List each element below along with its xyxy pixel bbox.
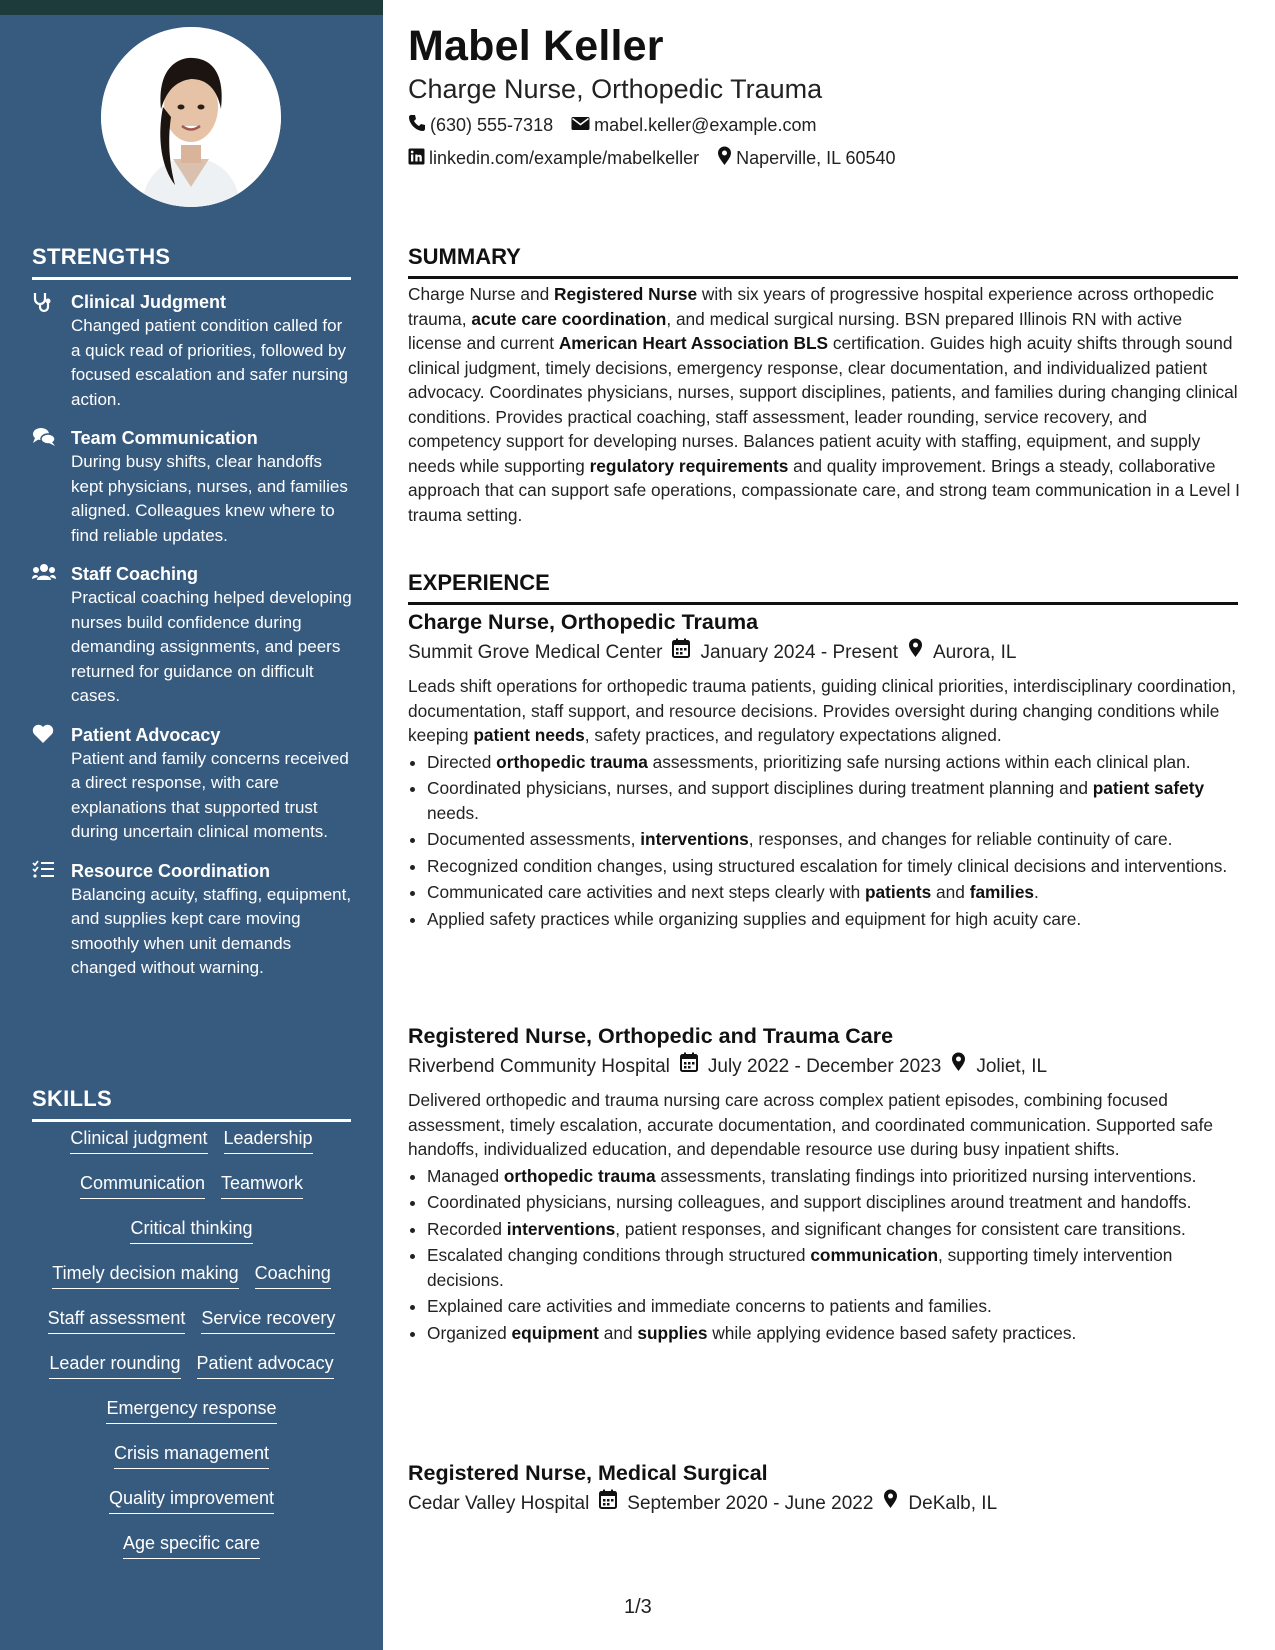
- strength-title: Staff Coaching: [71, 564, 199, 584]
- strength-title: Resource Coordination: [71, 860, 271, 881]
- skills-list: [32, 1126, 351, 1576]
- job-meta: [408, 638, 1240, 668]
- list-item: • Recorded interventions, patient responses, and significant changes for consistent care transitions.: [427, 1217, 1240, 1242]
- list-item: • Directed orthopedic trauma assessments, prioritizing safe nursing actions within each clinical plan.: [427, 750, 1240, 775]
- candidate-role: Charge Nurse, Orthopedic Trauma: [408, 74, 823, 104]
- sidebar-top-bar: [0, 0, 383, 15]
- strength-title: Clinical Judgment: [71, 292, 227, 312]
- skill-row: [32, 1261, 351, 1306]
- email-link[interactable]: mabel.keller@example.com: [594, 115, 817, 135]
- list-item: • Managed orthopedic trauma assessments, translating findings into prioritized nursing interventions.: [427, 1164, 1240, 1189]
- job-title: Registered Nurse, Medical Surgical: [408, 1461, 768, 1485]
- job-bullets: [408, 1164, 1240, 1346]
- list-item: • Coordinated physicians, nursing colleagues, and support disciplines around treatment and handoffs.: [427, 1190, 1240, 1215]
- contact-phone: [408, 114, 553, 137]
- skill-tag: Crisis management: [114, 1441, 269, 1469]
- skill-tag: Coaching: [255, 1261, 331, 1289]
- candidate-name: Mabel Keller: [408, 22, 664, 70]
- strength-title: Team Communication: [71, 428, 258, 448]
- job-dates: July 2022 - December 2023: [707, 1056, 942, 1077]
- strength-description: During busy shifts, clear handoffs kept physicians, nurses, and families aligned. Colleagues knew where to find reliable updates.: [71, 452, 348, 545]
- skill-tag: Emergency response: [106, 1396, 276, 1424]
- strength-title: Patient Advocacy: [71, 724, 221, 745]
- list-item: • Explained care activities and immediate concerns to patients and families.: [427, 1294, 1240, 1319]
- skill-row: [32, 1216, 351, 1261]
- strength-item: [32, 426, 352, 548]
- list-item: • Coordinated physicians, nurses, and support disciplines during treatment planning and patient safety needs.: [427, 776, 1240, 825]
- job-organization: Summit Grove Medical Center: [408, 642, 663, 663]
- skill-row: [32, 1171, 351, 1216]
- job-entry: [408, 1022, 1240, 1347]
- skill-tag: Communication: [80, 1171, 205, 1199]
- job-bullets: [408, 750, 1240, 932]
- skill-tag: Quality improvement: [109, 1486, 274, 1514]
- calendar-icon: [680, 1052, 698, 1082]
- heart-icon: [32, 724, 56, 746]
- strengths-heading: STRENGTHS: [32, 244, 351, 280]
- contact-email[interactable]: [571, 114, 816, 137]
- list-item: • Organized equipment and supplies while applying evidence based safety practices.: [427, 1321, 1240, 1346]
- strength-item: [32, 859, 352, 981]
- list-item: • Escalated changing conditions through structured communication, supporting timely intervention decisions.: [427, 1243, 1240, 1292]
- skill-row: [32, 1351, 351, 1396]
- skill-row: [32, 1396, 351, 1441]
- stethoscope-icon: [32, 291, 56, 313]
- job-entry: [408, 1459, 1240, 1519]
- contact-location: [717, 146, 895, 171]
- linkedin-icon: [408, 148, 425, 170]
- job-location: Aurora, IL: [932, 642, 1017, 663]
- list-item: • Applied safety practices while organizing supplies and equipment for high acuity care.: [427, 907, 1240, 932]
- summary-heading: SUMMARY: [408, 244, 1238, 279]
- job-meta: [408, 1489, 1240, 1519]
- chat-bubbles-icon: [32, 427, 56, 449]
- job-description: Leads shift operations for orthopedic trauma patients, guiding clinical priorities, interdisciplinary coordination, documentation, staff support, and resource decisions. Provides oversight during changing conditions while keeping patient needs, safety practices, and regulatory expectations aligned.: [408, 676, 1237, 745]
- strength-item: [32, 290, 352, 412]
- calendar-icon: [599, 1489, 617, 1519]
- job-organization: Cedar Valley Hospital: [408, 1493, 590, 1514]
- skill-row: [32, 1531, 351, 1576]
- skill-row: [32, 1126, 351, 1171]
- skill-tag: Service recovery: [201, 1306, 335, 1334]
- experience-heading: EXPERIENCE: [408, 570, 1238, 605]
- job-dates: September 2020 - June 2022: [627, 1493, 874, 1514]
- sidebar: [0, 0, 383, 1650]
- skill-tag: Patient advocacy: [197, 1351, 334, 1379]
- skill-tag: Teamwork: [221, 1171, 303, 1199]
- strength-item: [32, 562, 352, 709]
- location-text: Naperville, IL 60540: [736, 148, 896, 168]
- skill-row: [32, 1441, 351, 1486]
- contact-linkedin[interactable]: [408, 146, 699, 171]
- strength-description: Practical coaching helped developing nurses build confidence during demanding assignments, and peers returned for guidance on difficult cases.: [71, 588, 352, 705]
- avatar: [101, 27, 281, 207]
- map-pin-icon: [951, 1052, 966, 1082]
- strength-description: Changed patient condition called for a quick read of priorities, followed by focused escalation and safer nursing action.: [71, 316, 348, 409]
- skill-row: [32, 1306, 351, 1351]
- group-icon: [32, 563, 56, 585]
- map-pin-icon: [908, 638, 923, 668]
- skill-tag: Timely decision making: [52, 1261, 238, 1289]
- summary-text: Charge Nurse and Registered Nurse with six years of progressive hospital experience across orthopedic trauma, acute care coordination, and medical surgical nursing. BSN prepared Illinois RN with active license and current American Heart Association BLS certification. Guides high acuity shifts through sound clinical judgment, timely decisions, emergency response, clear documentation, and individualized patient advocacy. Coordinates physicians, nurses, support disciplines, patients, and families during changing clinical conditions. Provides practical coaching, staff assessment, leader rounding, service recovery, and competency support for developing nurses. Balances patient acuity with staffing, equipment, and supply needs while supporting regulatory requirements and quality improvement. Brings a steady, collaborative approach that can support safe operations, compassionate care, and strong team communication in a Level I trauma setting.: [408, 284, 1240, 525]
- job-entry: [408, 608, 1240, 933]
- map-pin-icon: [717, 146, 732, 171]
- skills-heading: SKILLS: [32, 1086, 351, 1122]
- job-location: DeKalb, IL: [908, 1493, 998, 1514]
- job-title: Charge Nurse, Orthopedic Trauma: [408, 610, 759, 634]
- strengths-list: [32, 290, 352, 995]
- phone-text: (630) 555-7318: [430, 115, 554, 135]
- phone-icon: [408, 114, 426, 137]
- checklist-icon: [32, 860, 56, 882]
- list-item: • Communicated care activities and next steps clearly with patients and families.: [427, 880, 1240, 905]
- map-pin-icon: [883, 1489, 898, 1519]
- skill-tag: Age specific care: [123, 1531, 260, 1559]
- contact-line-1: [408, 114, 816, 137]
- list-item: • Recognized condition changes, using structured escalation for timely clinical decisions and interventions.: [427, 854, 1240, 879]
- contact-line-2: [408, 146, 896, 171]
- skill-tag: Staff assessment: [48, 1306, 186, 1334]
- job-description: Delivered orthopedic and trauma nursing care across complex patient episodes, combining focused assessment, timely escalation, accurate documentation, and coordinated communication. Supported safe handoffs, individualized education, and dependable resource use during busy inpatient shifts.: [408, 1090, 1213, 1159]
- page-number: 1/3: [624, 1596, 652, 1618]
- list-item: • Documented assessments, interventions, responses, and changes for reliable continuity of care.: [427, 827, 1240, 852]
- job-title: Registered Nurse, Orthopedic and Trauma Care: [408, 1024, 894, 1048]
- calendar-icon: [672, 638, 690, 668]
- skill-tag: Leadership: [224, 1126, 313, 1154]
- job-organization: Riverbend Community Hospital: [408, 1056, 670, 1077]
- job-meta: [408, 1052, 1240, 1082]
- skill-row: [32, 1486, 351, 1531]
- strength-description: Patient and family concerns received a direct response, with care explanations that supported trust during uncertain clinical moments.: [71, 748, 349, 841]
- strength-item: [32, 723, 352, 845]
- skill-tag: Leader rounding: [49, 1351, 180, 1379]
- skill-tag: Clinical judgment: [70, 1126, 207, 1154]
- skill-tag: Critical thinking: [130, 1216, 252, 1244]
- linkedin-link[interactable]: linkedin.com/example/mabelkeller: [429, 148, 700, 168]
- strength-description: Balancing acuity, staffing, equipment, and supplies kept care moving smoothly when unit demands changed without warning.: [71, 884, 352, 977]
- job-dates: January 2024 - Present: [700, 642, 898, 663]
- job-location: Joliet, IL: [976, 1056, 1048, 1077]
- envelope-icon: [571, 115, 590, 136]
